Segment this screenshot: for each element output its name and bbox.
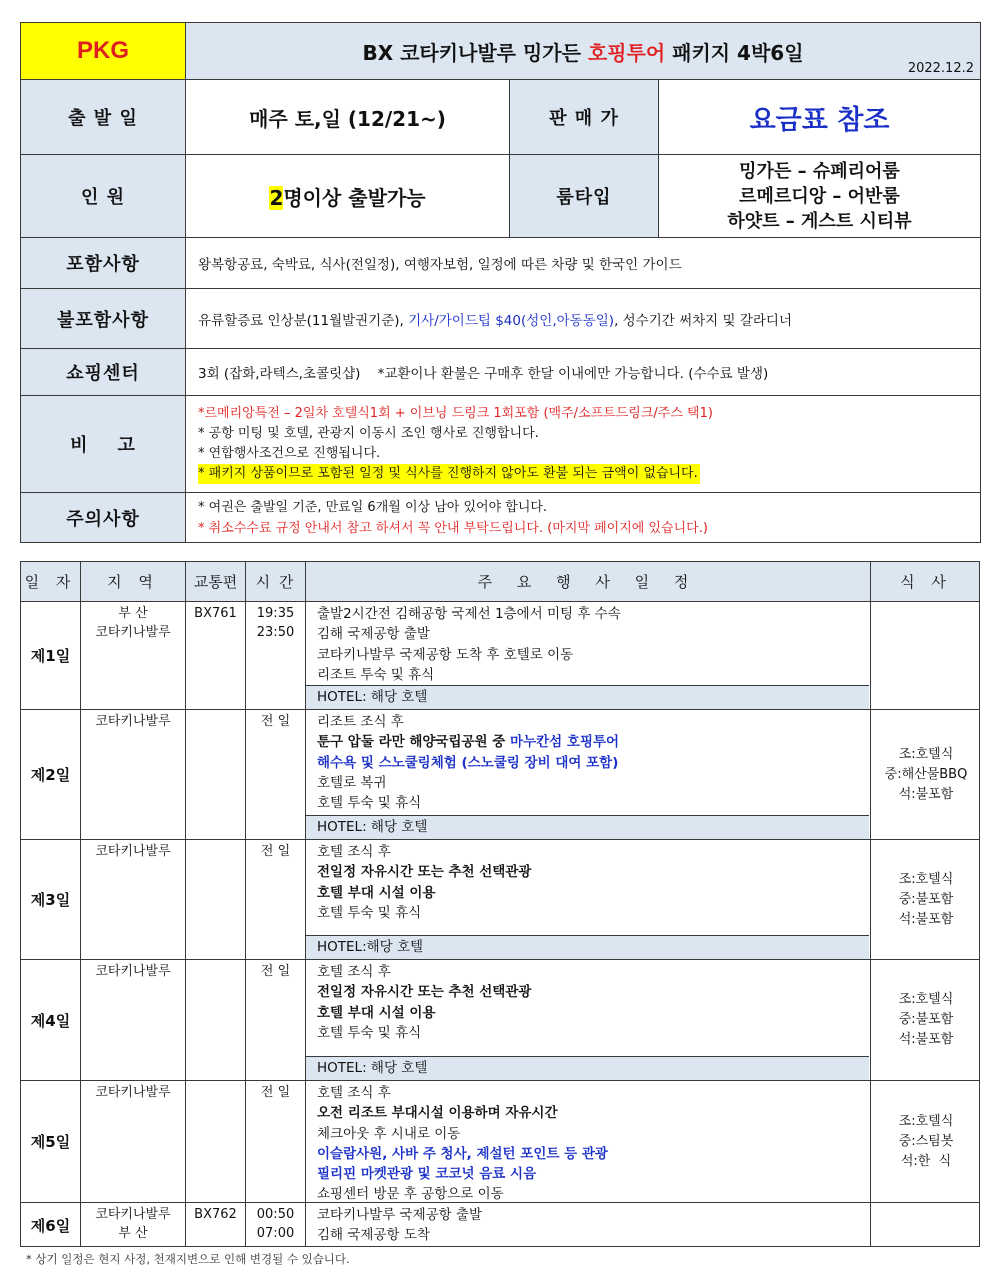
room-types xyxy=(659,155,981,238)
schedule-line xyxy=(317,773,870,793)
shop-label: 쇼핑센터 xyxy=(21,349,186,396)
region-line: 코타키나발루 xyxy=(95,625,171,640)
include-value: 왕복항공료, 숙박료, 식사(전일정), 여행자보험, 일정에 따른 차량 및 한국인 가이드 xyxy=(186,238,981,289)
people-label: 인 원 xyxy=(21,155,186,238)
day-meals xyxy=(871,602,980,709)
meal-line: 조:호텔식 xyxy=(898,1113,954,1129)
meal-line: 석:불포함 xyxy=(898,1032,954,1047)
departure-value: 매주 토,일 (12/21~) xyxy=(186,80,510,155)
remark-4: * 패키지 상품이므로 포함된 일정 및 식사를 진행하지 않아도 환불 되는 금액이 없습니다. xyxy=(198,464,700,484)
day-time xyxy=(246,1203,306,1247)
day-schedule xyxy=(306,602,871,709)
meal-line: 석:한 식 xyxy=(900,1153,952,1169)
room-type-3: 하얏트 – 게스트 시티뷰 xyxy=(727,210,912,232)
day-time xyxy=(246,710,306,839)
day-region xyxy=(81,1203,186,1247)
day-row xyxy=(21,602,979,710)
time-line: 전 일 xyxy=(260,1085,291,1100)
meal-line: 중:불포함 xyxy=(898,891,954,907)
departure-label: 출 발 일 xyxy=(21,80,186,155)
day-schedule xyxy=(306,960,871,1080)
meal-line: 중:해산물BBQ xyxy=(884,766,968,782)
meal-line: 조:호텔식 xyxy=(898,871,954,887)
schedule-text: 쇼핑센터 방문 후 공항으로 이동 xyxy=(317,1186,504,1203)
day-row xyxy=(21,1081,979,1203)
day-region xyxy=(81,710,186,839)
schedule-lines xyxy=(306,710,870,813)
time-line: 07:00 xyxy=(256,1226,295,1241)
schedule-text: 김해 국제공항 출발 xyxy=(317,626,430,643)
meal-line: 중:불포함 xyxy=(898,1012,954,1027)
people-value xyxy=(186,155,510,238)
schedule-text: 호텔 투숙 및 휴식 xyxy=(317,795,422,812)
schedule-line xyxy=(317,1225,870,1245)
schedule-line xyxy=(317,793,870,813)
schedule-line xyxy=(317,1164,870,1184)
exclude-tip: 기사/가이드팁 $40(성인,아동동일) xyxy=(408,312,615,329)
hotel-bar: HOTEL: 해당 호텔 xyxy=(306,1056,869,1080)
schedule-lines xyxy=(306,1203,870,1246)
title-part1: BX 코타키나발루 밍가든 xyxy=(362,40,588,65)
day-schedule xyxy=(306,710,871,839)
day-meals xyxy=(871,1081,980,1202)
title-part2: 패키지 4박6일 xyxy=(665,40,804,65)
day-schedule xyxy=(306,840,871,959)
day-schedule xyxy=(306,1081,871,1202)
schedule-line xyxy=(317,982,870,1002)
day-row xyxy=(21,710,979,840)
schedule-text: 코타키나발루 국제공항 도착 후 호텔로 이동 xyxy=(317,646,574,663)
schedule-text: 호텔 조식 후 xyxy=(317,1085,391,1101)
schedule-line xyxy=(317,1103,870,1123)
day-time xyxy=(246,602,306,709)
schedule-line xyxy=(317,645,870,665)
header-transport: 교통편 xyxy=(186,562,246,602)
day-label: 제5일 xyxy=(21,1081,81,1202)
include-label: 포함사항 xyxy=(21,238,186,289)
caution-block xyxy=(186,493,981,543)
schedule-line xyxy=(317,1023,870,1043)
day-label: 제2일 xyxy=(21,710,81,839)
room-type-1: 밍가든 – 슈페리어룸 xyxy=(739,160,900,182)
schedule-line xyxy=(317,862,870,882)
day-transport xyxy=(186,1081,246,1202)
schedule-text: 이슬람사원, 사바 주 청사, 제설턴 포인트 등 관광 xyxy=(317,1145,608,1162)
schedule-line xyxy=(317,1124,870,1144)
meal-line: 조:호텔식 xyxy=(898,992,954,1007)
meal-line: 조:호텔식 xyxy=(898,746,954,762)
header-day: 일 자 xyxy=(21,562,81,602)
header-time: 시 간 xyxy=(246,562,306,602)
header-schedule: 주 요 행 사 일 정 xyxy=(306,562,871,602)
region-line: 코타키나발루 xyxy=(95,964,171,979)
day-transport xyxy=(186,960,246,1080)
room-type-2: 르메르디앙 – 어반룸 xyxy=(739,185,900,207)
day-meals xyxy=(871,960,980,1080)
day-label: 제4일 xyxy=(21,960,81,1080)
day-meals xyxy=(871,1203,980,1247)
schedule-line xyxy=(317,604,870,624)
hotel-bar: HOTEL: 해당 호텔 xyxy=(306,815,869,839)
meal-line: 석:불포함 xyxy=(898,786,954,802)
shop-value: 3회 (잡화,라텍스,초콜릿샵) *교환이나 환불은 구매후 한달 이내에만 가능합니다. (수수료 발생) xyxy=(186,349,981,396)
day-transport xyxy=(186,840,246,959)
schedule-line xyxy=(317,842,870,862)
region-line: 부 산 xyxy=(118,606,148,621)
schedule-text: 리조트 조식 후 xyxy=(317,714,404,730)
schedule-text: 김해 국제공항 도착 xyxy=(317,1227,430,1244)
day-label: 제3일 xyxy=(21,840,81,959)
day-transport xyxy=(186,710,246,839)
exclude-label: 불포함사항 xyxy=(21,289,186,349)
schedule-line xyxy=(317,1144,870,1164)
schedule-line xyxy=(317,1003,870,1023)
day-label: 제6일 xyxy=(21,1203,81,1247)
footnote: * 상기 일정은 현지 사정, 천재지변으로 인해 변경될 수 있습니다. xyxy=(26,1252,350,1266)
schedule-lines xyxy=(306,840,870,923)
schedule-text: 필리핀 마켓관광 및 코코넛 음료 시음 xyxy=(317,1166,537,1183)
header-meal: 식 사 xyxy=(900,573,952,591)
day-transport: BX761 xyxy=(186,602,246,709)
schedule-line xyxy=(317,665,870,685)
schedule-text: 출발2시간전 김해공항 국제선 1층에서 미팅 후 수속 xyxy=(317,606,621,622)
people-rest: 명이상 출발가능 xyxy=(283,185,426,210)
day-transport: BX762 xyxy=(186,1203,246,1247)
region-line: 부 산 xyxy=(118,1226,148,1241)
time-line: 전 일 xyxy=(260,844,291,859)
caution-label: 주의사항 xyxy=(21,493,186,543)
day-row xyxy=(21,840,979,960)
schedule-text: 체크아웃 후 시내로 이동 xyxy=(317,1125,461,1142)
pkg-tag: PKG xyxy=(21,23,186,80)
day-meals xyxy=(871,840,980,959)
day-time xyxy=(246,840,306,959)
exclude-part1: 유류할증료 인상분(11월발권기준), xyxy=(198,312,409,329)
schedule-lines xyxy=(306,602,870,685)
room-label: 룸타입 xyxy=(510,155,659,238)
package-title xyxy=(186,23,981,80)
day-region xyxy=(81,960,186,1080)
meal-line: 중:스팀봇 xyxy=(898,1133,954,1149)
exclude-part3: , 성수기간 써차지 및 갈라디너 xyxy=(614,312,793,329)
remark-3: * 연합행사조건으로 진행됩니다. xyxy=(198,446,381,461)
region-line: 코타키나발루 xyxy=(95,1207,171,1222)
schedule-line xyxy=(317,1083,870,1103)
time-line: 19:35 xyxy=(256,606,295,621)
schedule-line xyxy=(317,712,870,732)
document-date: 2022.12.2 xyxy=(907,61,974,76)
schedule-line xyxy=(317,753,870,773)
schedule-line xyxy=(317,903,870,923)
schedule-text: 해수욕 및 스노쿨링체험 (스노쿨링 장비 대여 포함) xyxy=(317,754,619,771)
schedule-text: 전일정 자유시간 또는 추천 선택관광 xyxy=(317,984,532,1001)
day-time xyxy=(246,1081,306,1202)
time-line: 전 일 xyxy=(260,964,291,979)
hotel-bar: HOTEL: 해당 호텔 xyxy=(306,685,869,709)
schedule-text: 오전 리조트 부대시설 이용하며 자유시간 xyxy=(317,1105,558,1122)
day-time xyxy=(246,960,306,1080)
schedule-line xyxy=(317,962,870,982)
schedule-text: 호텔 부대 시설 이용 xyxy=(317,884,436,901)
schedule-text: 호텔 조식 후 xyxy=(317,964,391,980)
schedule-line xyxy=(317,1205,870,1225)
remark-2: * 공항 미팅 및 호텔, 관광지 이동시 조인 행사로 진행합니다. xyxy=(198,426,539,441)
schedule-line xyxy=(317,883,870,903)
schedule-text: 호텔 투숙 및 휴식 xyxy=(317,1024,422,1041)
header-region: 지 역 xyxy=(81,562,186,602)
remark-1: *르메리앙특전 – 2일차 호텔식1회 + 이브닝 드링크 1회포함 (맥주/소프트드링크/주스 택1) xyxy=(198,406,713,421)
day-region xyxy=(81,1081,186,1202)
remarks-label: 비 고 xyxy=(21,396,186,493)
schedule-line xyxy=(317,1184,870,1204)
people-number: 2 xyxy=(269,185,284,210)
schedule-lines xyxy=(306,1081,870,1205)
schedule-text: 리조트 투숙 및 휴식 xyxy=(317,666,435,683)
exclude-value xyxy=(186,289,981,349)
region-line: 코타키나발루 xyxy=(95,1085,171,1100)
schedule-text: 호텔 투숙 및 휴식 xyxy=(317,904,422,921)
day-meals xyxy=(871,710,980,839)
itinerary-header xyxy=(21,562,979,602)
schedule-line xyxy=(317,732,870,752)
region-line: 코타키나발루 xyxy=(95,844,171,859)
day-schedule xyxy=(306,1203,871,1247)
schedule-text: 호텔 조식 후 xyxy=(317,844,391,860)
price-label: 판 매 가 xyxy=(510,80,659,155)
day-row xyxy=(21,960,979,1081)
region-line: 코타키나발루 xyxy=(95,714,171,729)
schedule-text: 전일정 자유시간 또는 추천 선택관광 xyxy=(317,864,532,881)
schedule-lines xyxy=(306,960,870,1043)
time-line: 23:50 xyxy=(256,625,295,640)
hotel-bar: HOTEL:해당 호텔 xyxy=(306,935,869,959)
day-label: 제1일 xyxy=(21,602,81,709)
day-region xyxy=(81,840,186,959)
day-row xyxy=(21,1203,979,1247)
caution-2: * 취소수수료 규정 안내서 참고 하셔서 꼭 안내 부탁드립니다. (마지막 페이지에 있습니다.) xyxy=(198,520,708,536)
schedule-text: 호텔 부대 시설 이용 xyxy=(317,1004,436,1021)
schedule-text-highlight: 마누칸섬 호핑투어 xyxy=(510,734,620,751)
schedule-text: 코타키나발루 국제공항 출발 xyxy=(317,1207,483,1223)
schedule-text: 호텔로 복귀 xyxy=(317,774,387,791)
day-region xyxy=(81,602,186,709)
meal-line: 석:불포함 xyxy=(898,911,954,927)
itinerary-table xyxy=(20,561,980,1247)
time-line: 전 일 xyxy=(260,714,291,729)
price-value: 요금표 참조 xyxy=(659,80,981,155)
title-highlight: 호핑투어 xyxy=(587,40,666,65)
caution-1: * 여권은 출발일 기준, 만료일 6개월 이상 남아 있어야 합니다. xyxy=(198,499,548,515)
remarks-block xyxy=(186,396,981,493)
time-line: 00:50 xyxy=(256,1207,295,1222)
schedule-line xyxy=(317,624,870,644)
package-summary-table xyxy=(20,22,981,543)
schedule-text: 툰구 압둘 라만 해양국립공원 중 xyxy=(317,734,511,751)
